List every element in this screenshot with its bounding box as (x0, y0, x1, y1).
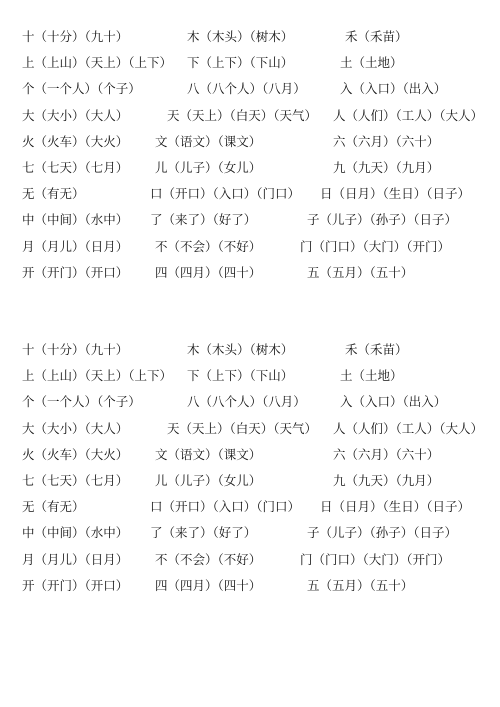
word-row (0, 210, 500, 236)
word-row (0, 106, 500, 132)
character-entry: 木（木头）（树木） (187, 342, 294, 357)
character-entry: 子（儿子）（孙子）（日子） (307, 525, 458, 541)
character-entry: 入（入口）（出入） (340, 394, 447, 410)
character-entry: 五（五月）（五十） (307, 577, 414, 593)
character-entry: 下（上下）（下山） (187, 368, 294, 384)
character-entry: 禾（禾苗） (345, 29, 408, 44)
word-row (0, 497, 500, 523)
character-entry: 六（六月）（六十） (333, 133, 440, 149)
character-entry: 禾（禾苗） (345, 342, 408, 357)
word-row (0, 392, 500, 418)
word-list-block-1 (0, 27, 500, 289)
word-row (0, 471, 500, 497)
word-row (0, 53, 500, 79)
character-entry: 人（人们）（工人）（大人） (333, 420, 484, 436)
word-row (0, 237, 500, 263)
character-entry: 了（来了）（好了） (150, 525, 257, 541)
word-row (0, 158, 500, 184)
character-entry: 不（不会）（不好） (155, 551, 262, 567)
character-entry: 中（中间）（水中） (22, 212, 129, 228)
word-row (0, 550, 500, 576)
character-entry: 日（日月）（生日）（日子） (320, 499, 471, 515)
character-entry: 四（四月）（四十） (155, 264, 262, 280)
character-entry: 口（开口）（入口）（门口） (150, 499, 301, 515)
word-row (0, 366, 500, 392)
character-entry: 不（不会）（不好） (155, 238, 262, 254)
character-entry: 月（月儿）（日月） (22, 551, 129, 567)
word-list-block-2 (0, 340, 500, 602)
character-entry: 土（土地） (340, 55, 403, 71)
character-entry: 门（门口）（大门）（开门） (300, 238, 451, 254)
character-entry: 天（天上）（白天）（天气） (167, 420, 318, 436)
word-row (0, 132, 500, 158)
character-entry: 七（七天）（七月） (22, 472, 129, 488)
character-entry: 子（儿子）（孙子）（日子） (307, 212, 458, 228)
character-entry: 无（有无） (22, 499, 85, 515)
word-row (0, 523, 500, 549)
character-entry: 九（九天）（九月） (333, 472, 440, 488)
character-entry: 门（门口）（大门）（开门） (300, 551, 451, 567)
word-row (0, 27, 500, 53)
word-row (0, 263, 500, 289)
character-entry: 七（七天）（七月） (22, 159, 129, 175)
character-entry: 天（天上）（白天）（天气） (167, 107, 318, 123)
word-row (0, 576, 500, 602)
word-row (0, 445, 500, 471)
word-row (0, 79, 500, 105)
character-entry: 开（开门）（开口） (22, 577, 129, 593)
character-entry: 大（大小）（大人） (22, 107, 129, 123)
word-row (0, 340, 500, 366)
character-entry: 火（火车）（大火） (22, 133, 129, 149)
character-entry: 文（语文）（课文） (155, 446, 262, 462)
character-entry: 个（一个人）（个子） (22, 81, 141, 97)
character-entry: 入（入口）（出入） (340, 81, 447, 97)
word-row (0, 419, 500, 445)
character-entry: 中（中间）（水中） (22, 525, 129, 541)
character-entry: 人（人们）（工人）（大人） (333, 107, 484, 123)
character-entry: 文（语文）（课文） (155, 133, 262, 149)
character-entry: 上（上山）（天上）（上下） (22, 368, 173, 384)
character-entry: 土（土地） (340, 368, 403, 384)
character-entry: 开（开门）（开口） (22, 264, 129, 280)
character-entry: 儿（儿子）（女儿） (155, 472, 262, 488)
character-entry: 上（上山）（天上）（上下） (22, 55, 173, 71)
character-entry: 八（八个人）（八月） (187, 81, 306, 97)
character-entry: 木（木头）（树木） (187, 29, 294, 44)
word-row (0, 184, 500, 210)
character-entry: 九（九天）（九月） (333, 159, 440, 175)
character-entry: 了（来了）（好了） (150, 212, 257, 228)
character-entry: 八（八个人）（八月） (187, 394, 306, 410)
character-entry: 四（四月）（四十） (155, 577, 262, 593)
character-entry: 十（十分）（九十） (22, 29, 129, 44)
character-entry: 个（一个人）（个子） (22, 394, 141, 410)
character-entry: 大（大小）（大人） (22, 420, 129, 436)
character-entry: 口（开口）（入口）（门口） (150, 186, 301, 202)
character-entry: 火（火车）（大火） (22, 446, 129, 462)
character-entry: 下（上下）（下山） (187, 55, 294, 71)
character-entry: 月（月儿）（日月） (22, 238, 129, 254)
character-entry: 六（六月）（六十） (333, 446, 440, 462)
character-entry: 儿（儿子）（女儿） (155, 159, 262, 175)
character-entry: 无（有无） (22, 186, 85, 202)
character-entry: 五（五月）（五十） (307, 264, 414, 280)
character-entry: 十（十分）（九十） (22, 342, 129, 357)
character-entry: 日（日月）（生日）（日子） (320, 186, 471, 202)
